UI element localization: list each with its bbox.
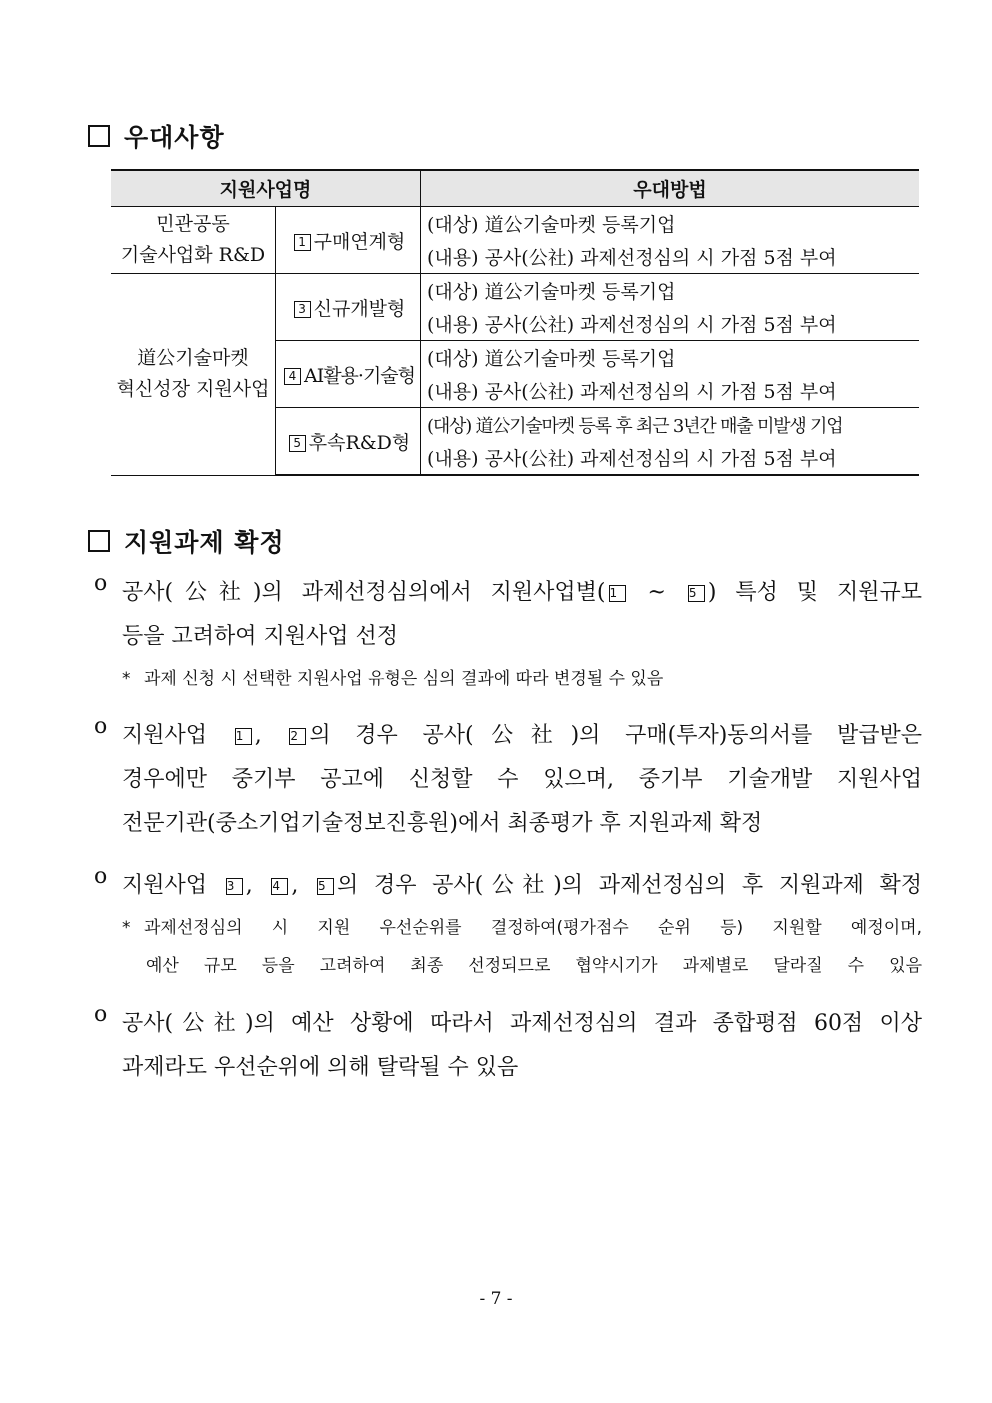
bullet-item: [94, 571, 922, 659]
bullet-marker: o: [94, 1002, 108, 1027]
text-span: ,: [291, 873, 315, 898]
bullet-marker: o: [94, 571, 108, 596]
table-header-row: [111, 170, 919, 207]
bullet-item: [94, 864, 922, 908]
boxed-number: 1: [609, 585, 626, 602]
boxed-number: 4: [284, 368, 301, 385]
text-span: ,: [254, 723, 287, 748]
boxed-number: 2: [289, 728, 306, 745]
text-span: 의 경우 공사(公社)의 구매(투자)동의서를 발급받은: [309, 723, 922, 748]
bullet-marker: o: [94, 864, 108, 889]
boxed-number: 5: [317, 878, 334, 895]
bullet-line: 경우에만 중기부 공고에 신청할 수 있으며, 중기부 기술개발 지원사업: [122, 767, 922, 792]
program-group-name: 道公기술마켓: [137, 347, 249, 370]
note-marker: *: [122, 669, 131, 689]
preference-content: (내용) 공사(公社) 과제선정심의 시 가점 5점 부여: [421, 374, 920, 408]
program-type-cell: [276, 207, 421, 274]
header-preference-method: 우대방법: [421, 170, 920, 207]
bullet-marker: o: [94, 714, 108, 739]
text-span: 의 경우 공사(公社)의 과제선정심의 후 지원과제 확정: [337, 873, 922, 898]
bullet-line: 과제라도 우선순위에 의해 탈락될 수 있음: [122, 1055, 519, 1080]
text-span: ) 특성 및 지원규모: [707, 580, 923, 605]
boxed-number: 3: [294, 301, 311, 318]
program-group-name: 혁신성장 지원사업: [116, 378, 270, 401]
boxed-number: 1: [235, 728, 252, 745]
bullet-line: [122, 864, 922, 908]
program-type: AI활용·기술형: [303, 364, 416, 387]
preference-table: [111, 169, 919, 476]
header-program-name: 지원사업명: [111, 170, 421, 207]
page-number: - 7 -: [479, 1289, 513, 1309]
program-type: 신규개발형: [313, 297, 406, 320]
footnote: [122, 909, 922, 985]
note-line: 예산 규모 등을 고려하여 최종 선정되므로 협약시기가 과제별로 달라질 수 있음: [146, 956, 922, 976]
note-line: 과제 신청 시 선택한 지원사업 유형은 심의 결과에 따라 변경될 수 있음: [144, 669, 664, 689]
note-line: 과제선정심의 시 지원 우선순위를 결정하여(평가점수 순위 등) 지원할 예정이며,: [144, 918, 922, 938]
preference-target: (대상) 道公기술마켓 등록기업: [421, 341, 920, 375]
text-span: ,: [245, 873, 269, 898]
preference-target: (대상) 道公기술마켓 등록 후 최근 3년간 매출 미발생 기업: [421, 408, 920, 442]
preference-target: (대상) 道公기술마켓 등록기업: [421, 274, 920, 308]
program-type-cell: [276, 408, 421, 476]
checkbox-square-icon: [88, 530, 110, 552]
boxed-number: 3: [226, 878, 243, 895]
preference-content: (내용) 공사(公社) 과제선정심의 시 가점 5점 부여: [421, 307, 920, 341]
section-title: 우대사항: [124, 123, 225, 152]
bullet-item: [94, 1002, 922, 1090]
bullet-line: 등을 고려하여 지원사업 선정: [122, 624, 399, 649]
table-row: [111, 274, 919, 308]
program-type-cell: [276, 274, 421, 341]
bullet-line: [122, 571, 922, 615]
text-span: 지원사업: [122, 723, 232, 748]
boxed-number: 4: [271, 878, 288, 895]
checkbox-square-icon: [88, 125, 110, 147]
boxed-number: 1: [294, 234, 311, 251]
preference-content: (내용) 공사(公社) 과제선정심의 시 가점 5점 부여: [421, 441, 920, 475]
program-type: 구매연계형: [313, 230, 406, 253]
preference-target: (대상) 道公기술마켓 등록기업: [421, 207, 920, 241]
program-group-name: 기술사업화 R&D: [120, 244, 266, 266]
section-heading-preferences: [88, 118, 225, 154]
program-group-cell: [111, 207, 276, 274]
text-span: 공사(公社)의 과제선정심의에서 지원사업별(: [122, 580, 606, 605]
text-span: ~: [628, 580, 685, 605]
preference-content: (내용) 공사(公社) 과제선정심의 시 가점 5점 부여: [421, 240, 920, 274]
section-title: 지원과제 확정: [124, 528, 285, 557]
bullet-line: 공사(公社)의 예산 상황에 따라서 과제선정심의 결과 종합평점 60점 이상: [122, 1011, 922, 1036]
note-marker: *: [122, 918, 131, 938]
boxed-number: 5: [289, 435, 306, 452]
table-row: [111, 207, 919, 241]
program-type-cell: [276, 341, 421, 408]
program-group-name: 민관공동: [156, 213, 230, 235]
boxed-number: 5: [688, 585, 705, 602]
text-span: 지원사업: [122, 873, 223, 898]
bullet-item: [94, 714, 922, 846]
bullet-line: 전문기관(중소기업기술정보진흥원)에서 최종평가 후 지원과제 확정: [122, 811, 763, 836]
footnote: [122, 660, 922, 698]
program-type: 후속R&D형: [308, 431, 411, 454]
program-group-cell: [111, 274, 276, 476]
bullet-line: [122, 714, 922, 758]
section-heading-task-confirmation: [88, 523, 285, 559]
